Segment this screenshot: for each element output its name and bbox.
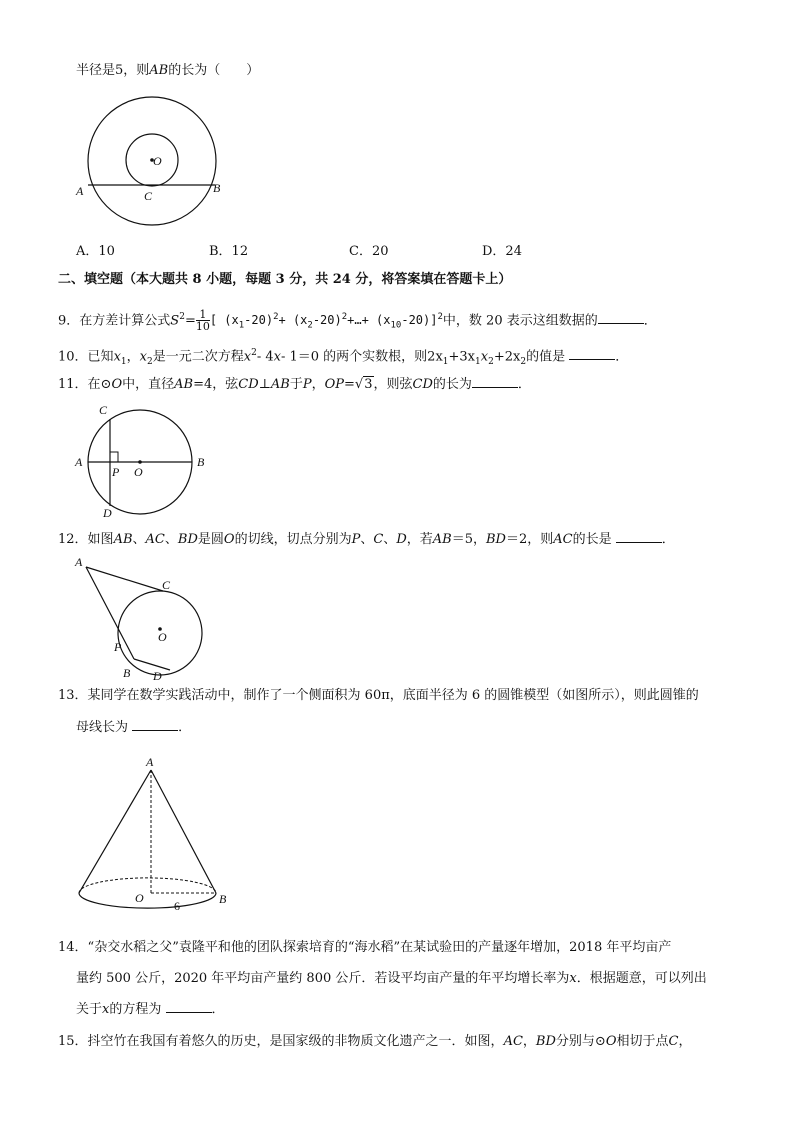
- section-heading: 二、填空题（本大题共 8 小题，每题 3 分，共 24 分，将答案填在答题卡上）: [58, 272, 512, 287]
- q14-line3: 关于x的方程为 ．: [76, 1002, 225, 1017]
- q8-option-a[interactable]: A．10: [76, 244, 115, 259]
- q13-label-a: A: [146, 755, 154, 769]
- q12-figure: [70, 553, 210, 683]
- q15: 15．抖空竹在我国有着悠久的历史，是国家级的非物质文化遗产之一．如图，AC，BD分别与⊙O相切于点C，: [58, 1034, 692, 1049]
- q13-line2: 母线长为 ．: [76, 720, 192, 735]
- q8-label-o: O: [153, 154, 162, 168]
- q12-tangent-ac: [86, 567, 163, 591]
- q11-label-p: P: [112, 465, 120, 479]
- q12-label-p: P: [114, 640, 122, 654]
- q11-answer-blank[interactable]: [472, 387, 518, 388]
- q11-label-c: C: [99, 403, 108, 417]
- q14-line2: 量约 500 公斤，2020 年平均亩产量约 800 公斤．若设平均亩产量的年平均增长率为x．根据题意，可以列出: [76, 971, 707, 986]
- q12-label-d: D: [153, 669, 162, 683]
- q8-figure: [70, 96, 230, 236]
- q11-label-a: A: [75, 455, 83, 469]
- q8-option-d[interactable]: D．24: [482, 244, 522, 259]
- q11-label-b: B: [197, 455, 205, 469]
- q12-answer-blank[interactable]: [616, 542, 662, 543]
- q12-label-c: C: [162, 578, 171, 592]
- q13-label-radius: 6: [174, 899, 180, 913]
- q11-figure: [70, 400, 215, 522]
- q13-label-b: B: [219, 892, 227, 906]
- q13-label-o: O: [135, 891, 144, 905]
- q13-slant-right: [151, 770, 216, 893]
- q13-cone-figure: [70, 752, 240, 922]
- q13-line1: 13．某同学在数学实践活动中，制作了一个侧面积为 60π，底面半径为 6 的圆锥模型（如图所示），则此圆锥的: [58, 688, 699, 703]
- q8-option-b[interactable]: B．12: [209, 244, 249, 259]
- q9-formula: [ $(x_1-20)^2+$ $(x_2-20)^2+\dots+ (x_{10}-20)]^2$: [209, 312, 443, 331]
- q11-label-o: O: [134, 465, 143, 479]
- q8-label-b: B: [213, 181, 221, 195]
- q13-slant-left: [79, 770, 151, 893]
- q13-base-back: [79, 878, 216, 893]
- q9-fraction: $\frac{1}{10}$: [195, 308, 210, 334]
- q14-line1: 14．“杂交水稻之父”袁隆平和他的团队探索培育的“海水稻”在某试验田的产量逐年增加，2018 年平均亩产: [58, 940, 672, 955]
- q8-option-c[interactable]: C．20: [349, 244, 389, 259]
- q12-label-o: O: [158, 630, 167, 644]
- q11: 11．在⊙O中，直径AB=4，弦CD⊥AB于P，OP=√3，则弦CD的长为 ．: [58, 377, 531, 392]
- q12: 12．如图AB、AC、BD是圆O的切线，切点分别为P、C、D，若AB＝5，BD＝2，则AC的长是 ．: [58, 532, 675, 547]
- q11-label-d: D: [103, 506, 112, 520]
- q11-center-dot: [138, 460, 142, 464]
- q11-right-angle-mark: [110, 452, 118, 462]
- q8-label-c: C: [144, 189, 153, 203]
- q8-stem: 半径是5，则AB的长为（ ）: [76, 63, 260, 78]
- q8-label-a: A: [76, 184, 84, 198]
- q13-answer-blank[interactable]: [132, 730, 178, 731]
- q9: 9．在方差计算公式$S^2=$ $\frac{1}{10}$ [ $(x_1-20)^2+$ $(x_2-20)^2+\dots+ (x_{10}-20)]^2$中，数 20 表示这组数据的 ．: [58, 308, 657, 334]
- q12-label-b: B: [123, 666, 131, 680]
- q13-base-front: [79, 893, 216, 908]
- q12-label-a: A: [75, 555, 83, 569]
- q12-tangent-ab: [86, 567, 134, 659]
- q10-answer-blank[interactable]: [569, 359, 615, 360]
- q10: 10．已知$x_1$，$x_2$是一元二次方程$x^2-$ 4x- 1＝0 的两个实数根，则$2x_1+3x_1x_2+2x_2$的值是 ．: [58, 348, 629, 367]
- q9-answer-blank[interactable]: [598, 323, 644, 324]
- q14-answer-blank[interactable]: [166, 1012, 212, 1013]
- q12-tangent-bd: [134, 659, 170, 670]
